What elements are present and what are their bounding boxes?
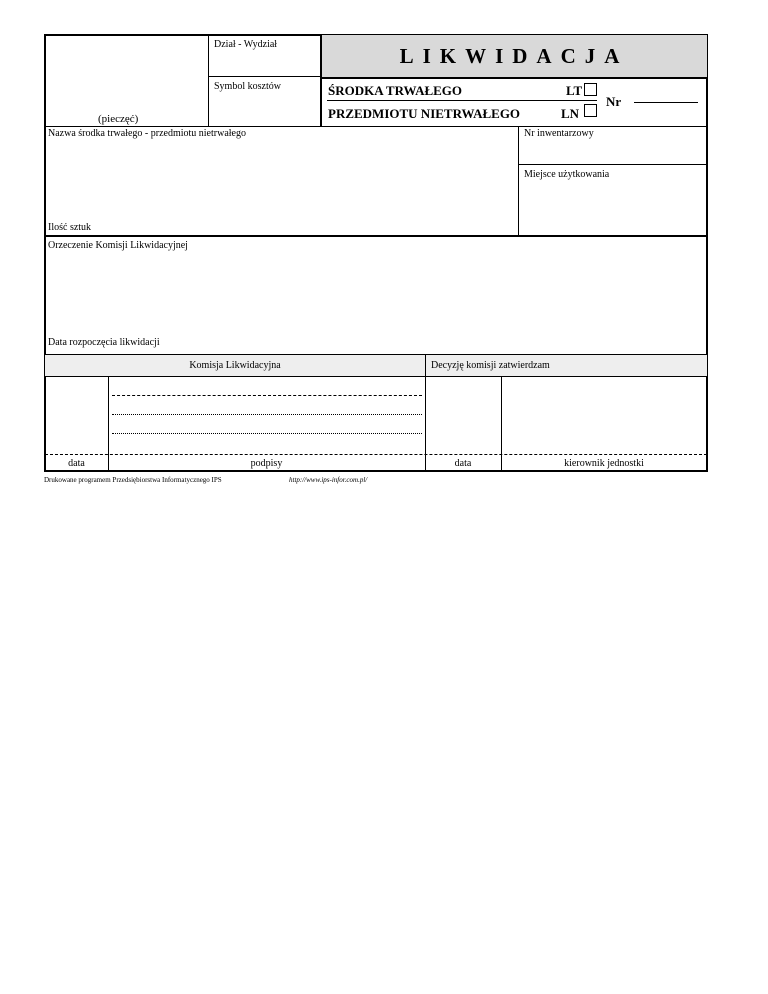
ln-checkbox[interactable] xyxy=(584,104,597,117)
divider xyxy=(501,377,502,471)
footer-url: http://www.ips-infor.com.pl/ xyxy=(289,476,368,484)
divider xyxy=(208,76,321,77)
komisja-label: Komisja Likwidacyjna xyxy=(189,360,281,371)
divider xyxy=(45,235,707,237)
divider xyxy=(45,376,707,377)
decyzje-label: Decyzję komisji zatwierdzam xyxy=(431,360,550,371)
nazwa-label: Nazwa środka trwałego - przedmiotu nietrwałego xyxy=(48,128,246,139)
nr-field[interactable] xyxy=(634,102,698,103)
stamp-label: (pieczęć) xyxy=(98,113,139,125)
printed-by-text: Drukowane programem Przedsiębiorstwa Informatycznego IPS xyxy=(44,476,222,484)
signature-line[interactable] xyxy=(112,433,422,434)
divider xyxy=(518,127,519,236)
miejsce-label: Miejsce użytkowania xyxy=(524,169,610,180)
data-right-label: data xyxy=(454,458,472,469)
symbol-label: Symbol kosztów xyxy=(214,81,281,92)
lt-label: LT xyxy=(566,83,583,98)
ilosc-label: Ilość sztuk xyxy=(48,222,92,233)
orzeczenie-label: Orzeczenie Komisji Likwidacyjnej xyxy=(48,240,188,251)
kierownik-label: kierownik jednostki xyxy=(564,458,644,469)
signature-line[interactable] xyxy=(112,414,422,415)
signature-line[interactable] xyxy=(112,395,422,396)
ln-label: LN xyxy=(561,106,580,121)
nr-label: Nr xyxy=(606,94,622,109)
form-title: LIKWIDACJA xyxy=(399,44,629,68)
data-left-label: data xyxy=(68,458,85,469)
lt-checkbox[interactable] xyxy=(584,83,597,96)
podpisy-label: podpisy xyxy=(250,458,283,469)
divider xyxy=(327,100,597,101)
przedmiotu-label: PRZEDMIOTU NIETRWAŁEGO xyxy=(328,106,521,121)
nr-inwentarzowy-label: Nr inwentarzowy xyxy=(524,128,594,139)
divider xyxy=(519,164,707,165)
divider xyxy=(321,77,707,79)
divider xyxy=(208,35,209,127)
srodka-label: ŚRODKA TRWAŁEGO xyxy=(328,83,463,98)
divider xyxy=(108,377,109,471)
data-rozpoczecia-label: Data rozpoczęcia likwidacji xyxy=(48,337,160,348)
date-separator-line xyxy=(45,454,707,455)
divider xyxy=(45,126,707,127)
dzial-label: Dział - Wydział xyxy=(214,39,278,50)
